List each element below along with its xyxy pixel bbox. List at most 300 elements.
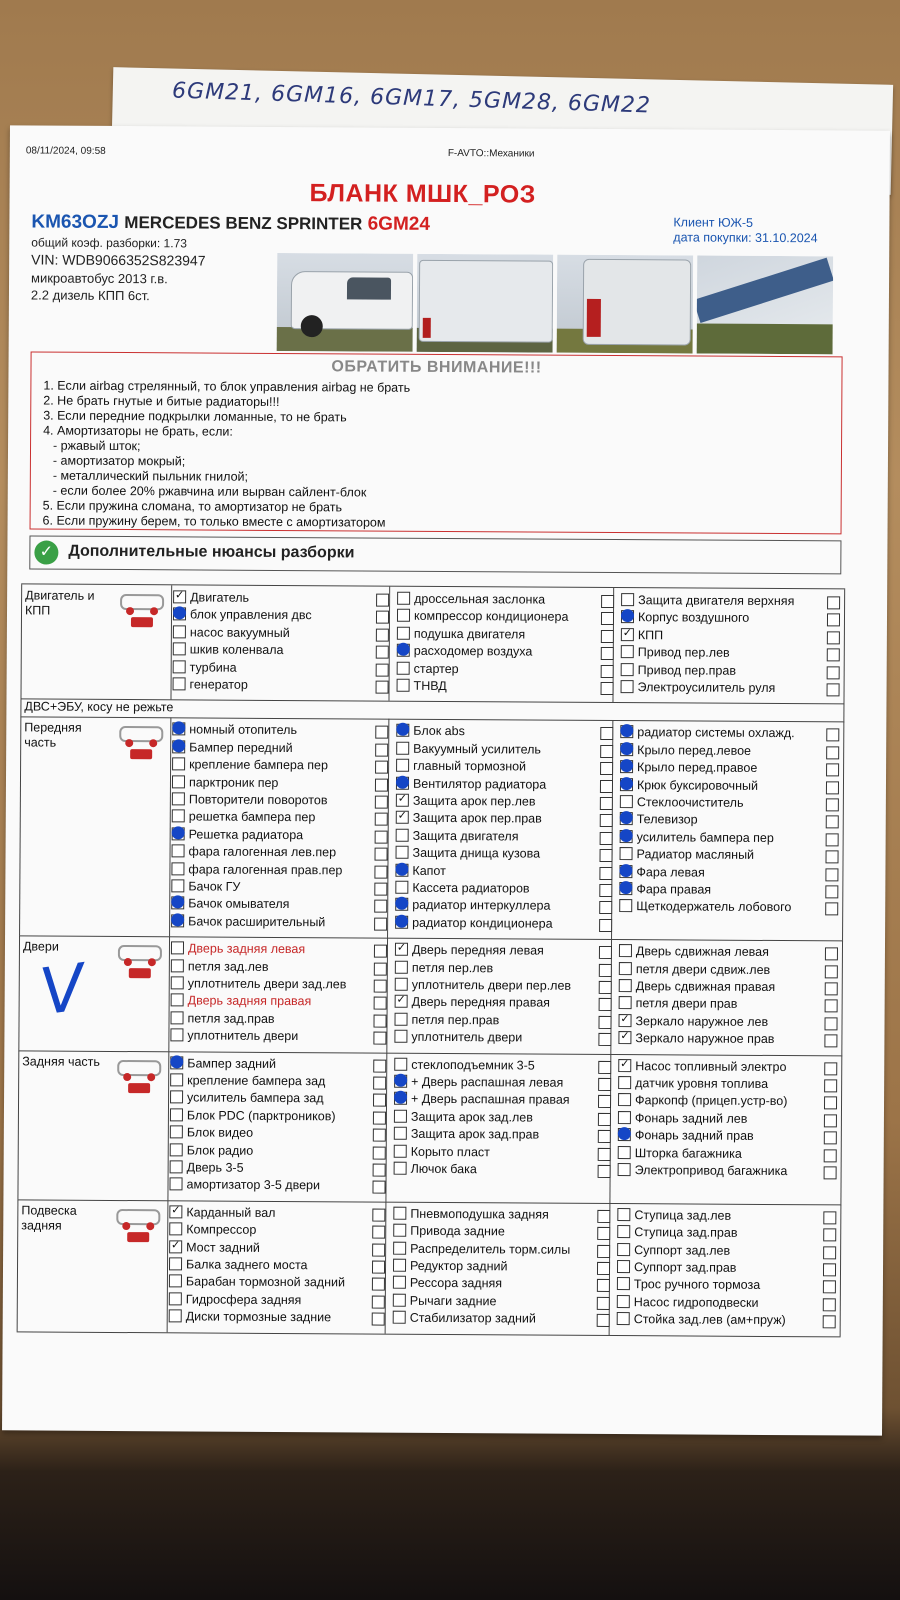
part-label: петля пер.прав xyxy=(411,1012,500,1028)
taken-checkbox[interactable] xyxy=(824,1035,837,1048)
taken-checkbox[interactable] xyxy=(372,1243,385,1256)
part-label: Защита днища кузова xyxy=(412,845,541,861)
part-row xyxy=(394,1011,499,1029)
part-label: Защита арок пер.лев xyxy=(412,793,536,809)
part-checkbox[interactable] xyxy=(620,847,633,860)
part-row xyxy=(620,811,698,828)
taken-checkbox[interactable] xyxy=(599,981,612,994)
taken-checkbox[interactable] xyxy=(601,595,614,608)
taken-checkbox[interactable] xyxy=(825,948,838,961)
taken-checkbox[interactable] xyxy=(824,1097,837,1110)
part-checkbox[interactable] xyxy=(393,1206,406,1219)
part-label: стартер xyxy=(413,661,459,676)
part-checkbox[interactable] xyxy=(172,740,185,753)
part-row xyxy=(618,1127,754,1145)
taken-checkbox[interactable] xyxy=(598,1078,611,1091)
taken-checkbox[interactable] xyxy=(376,611,389,624)
part-checkbox[interactable] xyxy=(618,1093,631,1106)
part-row xyxy=(619,881,711,899)
part-checkbox[interactable] xyxy=(620,760,633,773)
part-checkbox[interactable] xyxy=(621,628,634,641)
taken-checkbox[interactable] xyxy=(375,848,388,861)
taken-checkbox[interactable] xyxy=(824,1132,837,1145)
taken-checkbox[interactable] xyxy=(600,832,613,845)
part-checkbox[interactable] xyxy=(169,1292,182,1305)
taken-checkbox[interactable] xyxy=(372,1181,385,1194)
part-row xyxy=(395,994,550,1012)
taken-checkbox[interactable] xyxy=(600,780,613,793)
part-checkbox[interactable] xyxy=(395,898,408,911)
part-checkbox[interactable] xyxy=(395,978,408,991)
taken-checkbox[interactable] xyxy=(600,727,613,740)
taken-checkbox[interactable] xyxy=(825,885,838,898)
part-checkbox[interactable] xyxy=(397,626,410,639)
section-name: Двигатель и КПП xyxy=(24,588,95,618)
part-label: Редуктор задний xyxy=(409,1258,508,1274)
part-checkbox[interactable] xyxy=(170,1056,183,1069)
taken-checkbox[interactable] xyxy=(823,1281,836,1294)
part-checkbox[interactable] xyxy=(170,1029,183,1042)
taken-checkbox[interactable] xyxy=(374,865,387,878)
part-checkbox[interactable] xyxy=(169,1178,182,1191)
part-checkbox[interactable] xyxy=(395,995,408,1008)
taken-checkbox[interactable] xyxy=(827,683,840,696)
taken-checkbox[interactable] xyxy=(827,649,840,662)
part-checkbox[interactable] xyxy=(397,679,410,692)
taken-checkbox[interactable] xyxy=(372,1295,385,1308)
taken-checkbox[interactable] xyxy=(374,883,387,896)
part-label: Привод пер.лев xyxy=(637,645,730,660)
taken-checkbox[interactable] xyxy=(375,813,388,826)
part-checkbox[interactable] xyxy=(171,942,184,955)
part-checkbox[interactable] xyxy=(169,1240,182,1253)
taken-checkbox[interactable] xyxy=(376,646,389,659)
part-row xyxy=(170,1010,274,1028)
taken-checkbox[interactable] xyxy=(376,681,389,694)
part-checkbox[interactable] xyxy=(394,1144,407,1157)
part-checkbox[interactable] xyxy=(396,828,409,841)
part-checkbox[interactable] xyxy=(620,725,633,738)
part-row xyxy=(617,1259,737,1277)
part-checkbox[interactable] xyxy=(169,1310,182,1323)
part-checkbox[interactable] xyxy=(170,1091,183,1104)
taken-checkbox[interactable] xyxy=(376,663,389,676)
part-label: турбина xyxy=(189,660,237,675)
taken-checkbox[interactable] xyxy=(826,729,839,742)
taken-checkbox[interactable] xyxy=(826,833,839,846)
part-row xyxy=(173,607,312,625)
part-label: Крюк буксировочный xyxy=(636,777,759,793)
part-row xyxy=(172,774,279,792)
taken-checkbox[interactable] xyxy=(373,1059,386,1072)
taken-checkbox[interactable] xyxy=(600,745,613,758)
taken-checkbox[interactable] xyxy=(374,900,387,913)
checkmark-circle-icon: ✓ xyxy=(34,540,58,564)
taken-checkbox[interactable] xyxy=(598,1148,611,1161)
part-row xyxy=(621,679,776,697)
part-label: амортизатор 3-5 двери xyxy=(186,1177,321,1193)
taken-checkbox[interactable] xyxy=(825,1000,838,1013)
part-checkbox[interactable] xyxy=(171,897,184,910)
taken-checkbox[interactable] xyxy=(601,612,614,625)
part-checkbox[interactable] xyxy=(621,645,634,658)
taken-checkbox[interactable] xyxy=(372,1261,385,1274)
part-checkbox[interactable] xyxy=(393,1276,406,1289)
part-row xyxy=(617,1311,786,1329)
part-label: Бампер задний xyxy=(187,1056,277,1071)
part-checkbox[interactable] xyxy=(397,644,410,657)
car-doors-icon xyxy=(115,940,165,982)
part-label: Бачок омывателя xyxy=(188,896,290,912)
part-checkbox[interactable] xyxy=(617,1208,630,1221)
part-label: уплотнитель двери пер.лев xyxy=(411,977,572,993)
part-label: Фара правая xyxy=(636,882,712,897)
part-checkbox[interactable] xyxy=(169,1257,182,1270)
part-checkbox[interactable] xyxy=(618,1128,631,1141)
part-row xyxy=(396,723,465,740)
part-checkbox[interactable] xyxy=(173,608,186,621)
vehicle-type: микроавтобус 2013 г.в. xyxy=(31,270,168,287)
warning-box xyxy=(30,351,843,534)
taken-checkbox[interactable] xyxy=(373,1014,386,1027)
part-checkbox[interactable] xyxy=(394,1030,407,1043)
part-row xyxy=(617,1294,759,1312)
taken-checkbox[interactable] xyxy=(373,1032,386,1045)
part-checkbox[interactable] xyxy=(395,881,408,894)
part-checkbox[interactable] xyxy=(170,1108,183,1121)
taken-checkbox[interactable] xyxy=(373,1146,386,1159)
purchase-date: дата покупки: 31.10.2024 xyxy=(673,230,818,246)
part-label: Капот xyxy=(412,863,446,878)
part-checkbox[interactable] xyxy=(620,830,633,843)
taken-checkbox[interactable] xyxy=(599,946,612,959)
taken-checkbox[interactable] xyxy=(601,682,614,695)
part-checkbox[interactable] xyxy=(173,625,186,638)
part-checkbox[interactable] xyxy=(620,812,633,825)
taken-checkbox[interactable] xyxy=(824,1017,837,1030)
taken-checkbox[interactable] xyxy=(599,919,612,932)
part-checkbox[interactable] xyxy=(621,680,634,693)
part-row xyxy=(620,759,757,777)
part-checkbox[interactable] xyxy=(173,660,186,673)
part-checkbox[interactable] xyxy=(394,1109,407,1122)
taken-checkbox[interactable] xyxy=(823,1211,836,1224)
taken-checkbox[interactable] xyxy=(824,1079,837,1092)
taken-checkbox[interactable] xyxy=(827,666,840,679)
part-checkbox[interactable] xyxy=(170,1143,183,1156)
taken-checkbox[interactable] xyxy=(599,901,612,914)
part-checkbox[interactable] xyxy=(171,862,184,875)
part-label: Решетка радиатора xyxy=(188,827,304,842)
taken-checkbox[interactable] xyxy=(597,1245,610,1258)
taken-checkbox[interactable] xyxy=(826,746,839,759)
taken-checkbox[interactable] xyxy=(597,1210,610,1223)
taken-checkbox[interactable] xyxy=(598,1113,611,1126)
taken-checkbox[interactable] xyxy=(600,849,613,862)
client-name: Клиент ЮЖ-5 xyxy=(673,215,754,230)
part-checkbox[interactable] xyxy=(620,795,633,808)
part-checkbox[interactable] xyxy=(173,643,186,656)
part-checkbox[interactable] xyxy=(397,592,410,605)
part-checkbox[interactable] xyxy=(618,1076,631,1089)
taken-checkbox[interactable] xyxy=(599,964,612,977)
part-checkbox[interactable] xyxy=(172,758,185,771)
taken-checkbox[interactable] xyxy=(597,1262,610,1275)
part-checkbox[interactable] xyxy=(617,1225,630,1238)
taken-checkbox[interactable] xyxy=(600,762,613,775)
part-checkbox[interactable] xyxy=(394,1092,407,1105)
taken-checkbox[interactable] xyxy=(601,665,614,678)
part-row xyxy=(170,1125,253,1143)
taken-checkbox[interactable] xyxy=(373,1164,386,1177)
taken-checkbox[interactable] xyxy=(597,1314,610,1327)
part-checkbox[interactable] xyxy=(396,776,409,789)
taken-checkbox[interactable] xyxy=(601,630,614,643)
taken-checkbox[interactable] xyxy=(825,868,838,881)
taken-checkbox[interactable] xyxy=(373,1129,386,1142)
part-checkbox[interactable] xyxy=(619,882,632,895)
part-label: Защита арок зад.прав xyxy=(410,1126,540,1142)
part-row xyxy=(621,592,794,610)
part-label: Привода задние xyxy=(410,1223,505,1239)
part-checkbox[interactable] xyxy=(395,863,408,876)
taken-checkbox[interactable] xyxy=(375,830,388,843)
part-checkbox[interactable] xyxy=(172,723,185,736)
taken-checkbox[interactable] xyxy=(375,796,388,809)
part-label: петля двери сдвиж.лев xyxy=(635,961,771,977)
part-label: Диски тормозные задние xyxy=(185,1309,332,1325)
part-checkbox[interactable] xyxy=(621,593,634,606)
plate-number: KM63OZJ xyxy=(31,211,120,233)
part-checkbox[interactable] xyxy=(396,846,409,859)
part-label: Фонарь задний лев xyxy=(634,1110,748,1126)
part-checkbox[interactable] xyxy=(396,811,409,824)
part-row xyxy=(394,1056,535,1074)
part-checkbox[interactable] xyxy=(172,810,185,823)
part-row xyxy=(394,1108,533,1126)
part-checkbox[interactable] xyxy=(620,778,633,791)
part-checkbox[interactable] xyxy=(173,677,186,690)
taken-checkbox[interactable] xyxy=(597,1279,610,1292)
part-row xyxy=(397,678,447,695)
part-checkbox[interactable] xyxy=(618,1014,631,1027)
warning-rule: 5. Если пружина сломана, то амортизатор не брать xyxy=(42,498,343,515)
part-checkbox[interactable] xyxy=(619,899,632,912)
part-row xyxy=(396,758,526,776)
section-name: Двери xyxy=(22,939,59,954)
part-checkbox[interactable] xyxy=(621,610,634,623)
taken-checkbox[interactable] xyxy=(823,1298,836,1311)
part-checkbox[interactable] xyxy=(171,976,184,989)
taken-checkbox[interactable] xyxy=(824,1149,837,1162)
taken-checkbox[interactable] xyxy=(825,982,838,995)
part-row xyxy=(171,913,325,931)
part-checkbox[interactable] xyxy=(618,1031,631,1044)
taken-checkbox[interactable] xyxy=(823,1263,836,1276)
car-rear-icon xyxy=(114,1055,164,1097)
taken-checkbox[interactable] xyxy=(373,1111,386,1124)
taken-checkbox[interactable] xyxy=(827,614,840,627)
part-checkbox[interactable] xyxy=(396,759,409,772)
taken-checkbox[interactable] xyxy=(824,1062,837,1075)
taken-checkbox[interactable] xyxy=(374,980,387,993)
taken-checkbox[interactable] xyxy=(826,781,839,794)
part-checkbox[interactable] xyxy=(394,1162,407,1175)
part-checkbox[interactable] xyxy=(619,865,632,878)
taken-checkbox[interactable] xyxy=(823,1315,836,1328)
part-checkbox[interactable] xyxy=(393,1224,406,1237)
taken-checkbox[interactable] xyxy=(373,1077,386,1090)
taken-checkbox[interactable] xyxy=(826,851,839,864)
taken-checkbox[interactable] xyxy=(373,1094,386,1107)
part-label: Корыто пласт xyxy=(410,1144,490,1159)
part-checkbox[interactable] xyxy=(173,590,186,603)
part-checkbox[interactable] xyxy=(619,944,632,957)
part-checkbox[interactable] xyxy=(396,741,409,754)
vehicle-photo-sill xyxy=(697,256,834,355)
part-checkbox[interactable] xyxy=(618,1163,631,1176)
part-checkbox[interactable] xyxy=(618,1146,631,1159)
part-checkbox[interactable] xyxy=(394,1127,407,1140)
part-checkbox[interactable] xyxy=(169,1205,182,1218)
part-label: усилитель бампера пер xyxy=(636,829,774,845)
part-checkbox[interactable] xyxy=(393,1293,406,1306)
part-checkbox[interactable] xyxy=(394,1075,407,1088)
part-row xyxy=(394,1143,490,1161)
taken-checkbox[interactable] xyxy=(376,628,389,641)
taken-checkbox[interactable] xyxy=(598,1061,611,1074)
taken-checkbox[interactable] xyxy=(597,1297,610,1310)
taken-checkbox[interactable] xyxy=(375,778,388,791)
taken-checkbox[interactable] xyxy=(825,903,838,916)
taken-checkbox[interactable] xyxy=(826,798,839,811)
part-checkbox[interactable] xyxy=(171,994,184,1007)
section-name: Задняя часть xyxy=(22,1054,100,1069)
taken-checkbox[interactable] xyxy=(827,596,840,609)
part-checkbox[interactable] xyxy=(397,661,410,674)
part-checkbox[interactable] xyxy=(396,724,409,737)
taken-checkbox[interactable] xyxy=(375,761,388,774)
taken-checkbox[interactable] xyxy=(374,917,387,930)
part-checkbox[interactable] xyxy=(618,1111,631,1124)
part-checkbox[interactable] xyxy=(171,959,184,972)
part-row xyxy=(169,1256,308,1274)
part-checkbox[interactable] xyxy=(619,962,632,975)
part-checkbox[interactable] xyxy=(618,1059,631,1072)
taken-checkbox[interactable] xyxy=(598,1016,611,1029)
taken-checkbox[interactable] xyxy=(372,1278,385,1291)
taken-checkbox[interactable] xyxy=(372,1313,385,1326)
warning-rule: 3. Если передние подкрылки ломанные, то не брать xyxy=(43,408,347,425)
taken-checkbox[interactable] xyxy=(372,1226,385,1239)
taken-checkbox[interactable] xyxy=(827,631,840,644)
part-checkbox[interactable] xyxy=(172,792,185,805)
part-row xyxy=(618,1013,768,1031)
part-checkbox[interactable] xyxy=(171,879,184,892)
part-checkbox[interactable] xyxy=(172,775,185,788)
part-checkbox[interactable] xyxy=(393,1259,406,1272)
taken-checkbox[interactable] xyxy=(375,726,388,739)
part-checkbox[interactable] xyxy=(169,1275,182,1288)
taken-checkbox[interactable] xyxy=(826,764,839,777)
taken-checkbox[interactable] xyxy=(374,997,387,1010)
taken-checkbox[interactable] xyxy=(374,945,387,958)
part-checkbox[interactable] xyxy=(393,1311,406,1324)
part-checkbox[interactable] xyxy=(395,1012,408,1025)
taken-checkbox[interactable] xyxy=(824,1114,837,1127)
taken-checkbox[interactable] xyxy=(599,998,612,1011)
part-row xyxy=(620,724,794,742)
taken-checkbox[interactable] xyxy=(599,884,612,897)
part-checkbox[interactable] xyxy=(617,1277,630,1290)
taken-checkbox[interactable] xyxy=(600,814,613,827)
taken-checkbox[interactable] xyxy=(824,1166,837,1179)
part-row xyxy=(173,624,290,642)
part-row xyxy=(393,1223,505,1241)
taken-checkbox[interactable] xyxy=(826,816,839,829)
part-row xyxy=(397,643,533,661)
part-checkbox[interactable] xyxy=(394,1057,407,1070)
part-checkbox[interactable] xyxy=(395,960,408,973)
taken-checkbox[interactable] xyxy=(825,965,838,978)
part-checkbox[interactable] xyxy=(170,1126,183,1139)
part-checkbox[interactable] xyxy=(621,663,634,676)
taken-checkbox[interactable] xyxy=(598,1033,611,1046)
part-checkbox[interactable] xyxy=(171,914,184,927)
taken-checkbox[interactable] xyxy=(375,743,388,756)
taken-checkbox[interactable] xyxy=(597,1227,610,1240)
part-row xyxy=(620,777,758,795)
taken-checkbox[interactable] xyxy=(598,1095,611,1108)
part-checkbox[interactable] xyxy=(171,1011,184,1024)
taken-checkbox[interactable] xyxy=(376,594,389,607)
part-checkbox[interactable] xyxy=(619,996,632,1009)
part-checkbox[interactable] xyxy=(617,1312,630,1325)
part-checkbox[interactable] xyxy=(396,794,409,807)
part-checkbox[interactable] xyxy=(172,827,185,840)
part-checkbox[interactable] xyxy=(169,1223,182,1236)
part-checkbox[interactable] xyxy=(617,1295,630,1308)
taken-checkbox[interactable] xyxy=(601,647,614,660)
taken-checkbox[interactable] xyxy=(600,797,613,810)
part-checkbox[interactable] xyxy=(170,1073,183,1086)
part-row xyxy=(394,1126,539,1144)
taken-checkbox[interactable] xyxy=(823,1229,836,1242)
taken-checkbox[interactable] xyxy=(372,1208,385,1221)
part-checkbox[interactable] xyxy=(619,979,632,992)
part-row xyxy=(620,794,744,812)
taken-checkbox[interactable] xyxy=(598,1130,611,1143)
part-checkbox[interactable] xyxy=(395,915,408,928)
warning-rule: 1. Если airbag стрелянный, то блок управления airbag не брать xyxy=(43,378,411,395)
part-checkbox[interactable] xyxy=(397,609,410,622)
taken-checkbox[interactable] xyxy=(598,1165,611,1178)
part-checkbox[interactable] xyxy=(170,1160,183,1173)
part-row xyxy=(619,846,754,864)
part-row xyxy=(395,862,446,879)
taken-checkbox[interactable] xyxy=(374,962,387,975)
warning-rule: - металлический пыльник гнилой; xyxy=(52,468,249,484)
part-checkbox[interactable] xyxy=(393,1241,406,1254)
part-checkbox[interactable] xyxy=(172,845,185,858)
part-checkbox[interactable] xyxy=(617,1260,630,1273)
taken-checkbox[interactable] xyxy=(823,1246,836,1259)
part-label: парктроник пер xyxy=(188,775,279,790)
part-checkbox[interactable] xyxy=(617,1243,630,1256)
part-checkbox[interactable] xyxy=(620,743,633,756)
part-checkbox[interactable] xyxy=(395,943,408,956)
taken-checkbox[interactable] xyxy=(599,867,612,880)
